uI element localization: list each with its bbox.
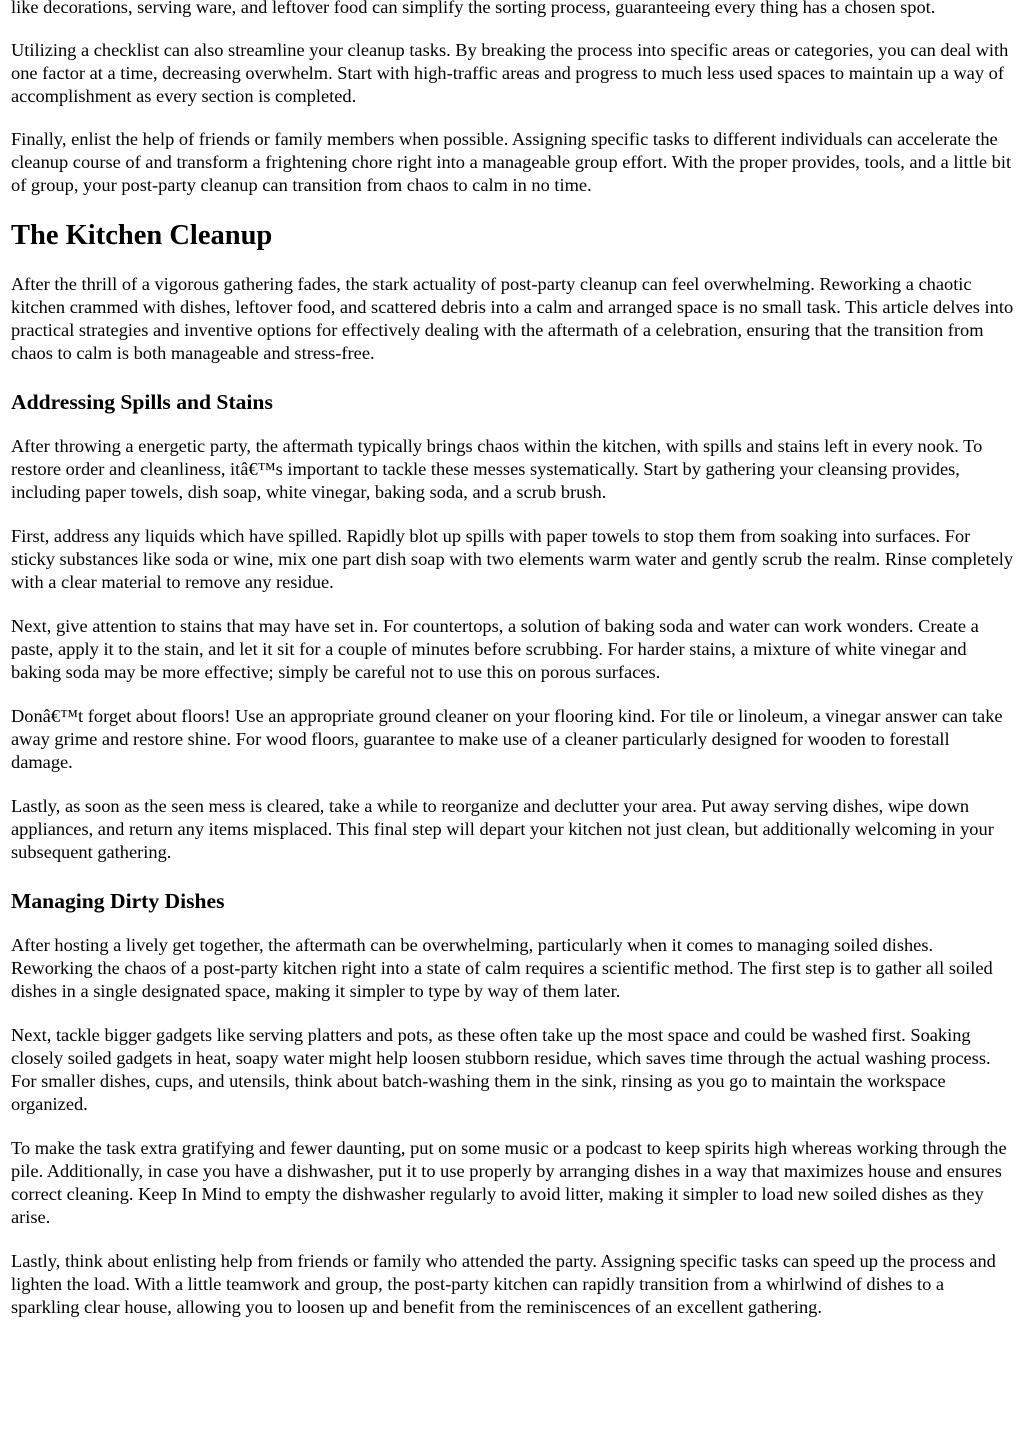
- paragraph: Lastly, as soon as the seen mess is cleared, take a while to reorganize and declutter your area. Put away serving dishes, wipe down appliances, and return any items misplaced. This final step will depart your kitchen not just clean, but additionally welcoming in your subsequent gathering.: [11, 796, 994, 862]
- paragraph: After the thrill of a vigorous gathering fades, the stark actuality of post-party cleanup can feel overwhelming. Reworking a chaotic kitchen crammed with dishes, leftover food, and scattered debris into a calm and arranged space is no small task. This article delves into practical strategies and inventive options for effectively dealing with the aftermath of a celebration, ensuring that the transition from chaos to calm is both manageable and stress-free.: [11, 274, 1014, 363]
- paragraph: Finally, enlist the help of friends or family members when possible. Assigning specific tasks to different individuals can accelerate the cleanup course of and transform a frightening chore right into a manageable group effort. With the proper provides, tools, and a little bit of group, your post-party cleanup can transition from chaos to calm in no time.: [11, 129, 1012, 195]
- paragraph: Donâ€™t forget about floors! Use an appropriate ground cleaner on your flooring kind. For tile or linoleum, a vinegar answer can take away grime and restore shine. For wood floors, guarantee to make use of a cleaner particularly designed for wooden to forestall damage.: [11, 706, 1003, 772]
- paragraph: To make the task extra gratifying and fewer daunting, put on some music or a podcast to keep spirits high whereas working through the pile. Additionally, in case you have a dishwasher, put it to use properly by arranging dishes in a way that maximizes house and ensures correct cleaning. Keep In Mind to empty the dishwasher regularly to avoid litter, making it simpler to load new soiled dishes as they arise.: [11, 1138, 1007, 1227]
- paragraph: Utilizing a checklist can also streamline your cleanup tasks. By breaking the process into specific areas or categories, you can deal with one factor at a time, decreasing overwhelm. Start with high-traffic areas and progress to much less used spaces to maintain up a way of accomplishment as every section is completed.: [11, 40, 1009, 106]
- section-heading: The Kitchen Cleanup: [11, 220, 273, 251]
- paragraph: First, address any liquids which have spilled. Rapidly blot up spills with paper towels to stop them from soaking into surfaces. For sticky substances like soda or wine, mix one part dish soap with two elements warm water and gently scrub the realm. Rinse completely with a clear material to remove any residue.: [11, 526, 1014, 592]
- subsection-heading: Managing Dirty Dishes: [11, 889, 225, 913]
- article: [11, 0, 1014, 1319]
- paragraph: After throwing a energetic party, the aftermath typically brings chaos within the kitchen, with spills and stains left in every nook. To restore order and cleanliness, itâ€™s important to tackle these messes systematically. Start by gathering your cleansing provides, including paper towels, dish soap, white vinegar, baking soda, and a scrub brush.: [11, 436, 983, 502]
- paragraph: Next, give attention to stains that may have set in. For countertops, a solution of baking soda and water can work wonders. Create a paste, apply it to the stain, and let it sit for a couple of minutes before scrubbing. For harder stains, a mixture of white vinegar and baking soda may be more effective; simply be careful not to use this on porous surfaces.: [11, 616, 979, 682]
- paragraph: Lastly, think about enlisting help from friends or family who attended the party. Assigning specific tasks can speed up the process and lighten the load. With a little teamwork and group, the post-party kitchen can rapidly transition from a whirlwind of dishes to a sparkling clear house, allowing you to loosen up and benefit from the reminiscences of an excellent gathering.: [11, 1251, 996, 1317]
- paragraph: like decorations, serving ware, and leftover food can simplify the sorting process, guaranteeing every thing has a chosen spot.: [11, 0, 936, 17]
- paragraph: Next, tackle bigger gadgets like serving platters and pots, as these often take up the most space and could be washed first. Soaking closely soiled gadgets in heat, soapy water might help loosen stubborn residue, which saves time through the actual washing process. For smaller dishes, cups, and utensils, think about batch-washing them in the sink, rinsing as you go to maintain the workspace organized.: [11, 1025, 991, 1114]
- subsection-heading: Addressing Spills and Stains: [11, 390, 273, 414]
- paragraph: After hosting a lively get together, the aftermath can be overwhelming, particularly when it comes to managing soiled dishes. Reworking the chaos of a post-party kitchen right into a state of calm requires a scientific method. The first step is to gather all soiled dishes in a single designated space, making it simpler to type by way of them later.: [11, 935, 993, 1001]
